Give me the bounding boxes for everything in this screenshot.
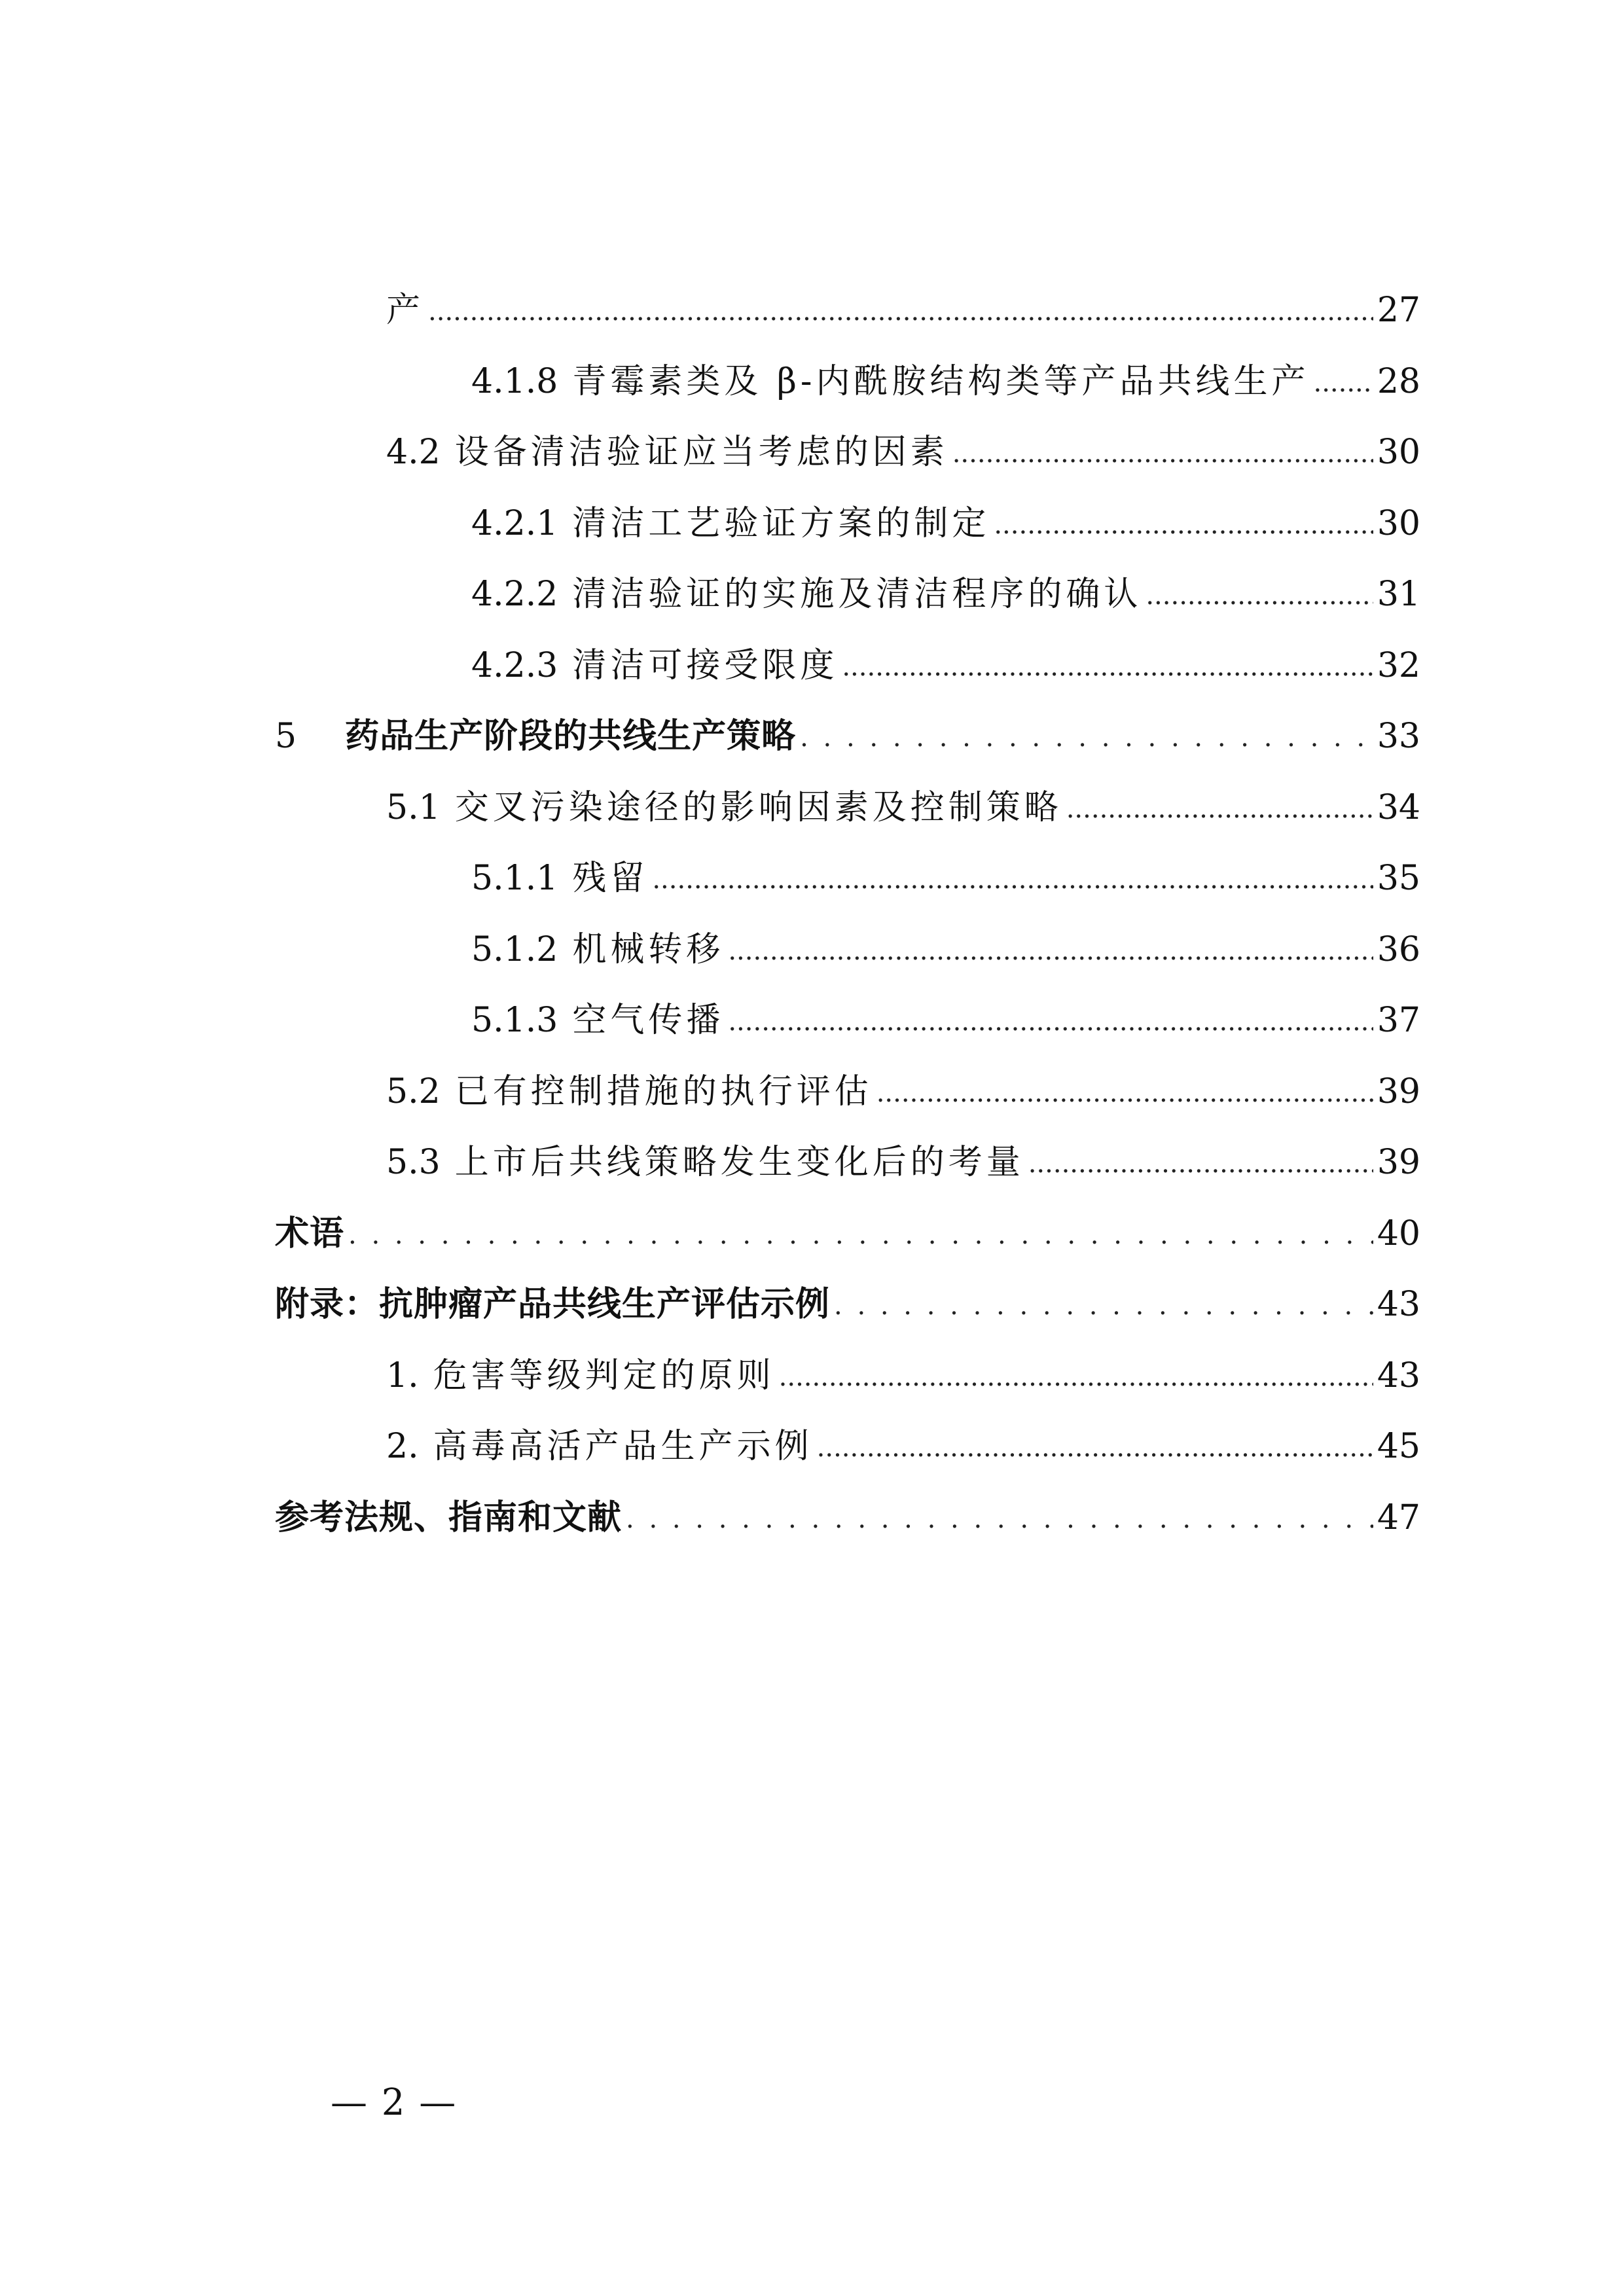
toc-entry-title: 清洁验证的实施及清洁程序的确认 (572, 575, 1142, 614)
toc-entry-page: 30 (1377, 433, 1420, 472)
toc-entry-page: 30 (1377, 503, 1420, 543)
toc-entry-title: 机械转移 (572, 929, 725, 969)
toc-entry-number: 5.1 (386, 787, 441, 827)
toc-entry-number: 5.3 (386, 1143, 441, 1182)
toc-entry-title: 药品生产阶段的共线生产策略 (345, 717, 797, 756)
toc-entry-page: 39 (1377, 1071, 1420, 1111)
toc-leader-dots (728, 984, 1373, 1055)
toc-entry[interactable] (275, 914, 1420, 986)
toc-entry-page: 34 (1377, 787, 1420, 827)
toc-entry-page: 40 (1377, 1213, 1420, 1253)
toc-leader-dots (834, 1268, 1373, 1339)
toc-entry-title: 交叉污染途径的影响因素及控制策略 (454, 787, 1062, 827)
toc-entry-number: 5.2 (386, 1071, 441, 1111)
toc-entry[interactable] (275, 843, 1420, 914)
toc-entry-page: 36 (1377, 929, 1420, 969)
toc-entry-page: 45 (1377, 1427, 1420, 1466)
toc-entry[interactable] (275, 1340, 1420, 1412)
toc-entry[interactable] (275, 488, 1420, 560)
toc-entry-number: 5 (275, 717, 297, 756)
toc-chapter-entry[interactable] (275, 1269, 1420, 1340)
toc-entry-title: 残留 (572, 859, 649, 898)
toc-entry[interactable] (275, 275, 1420, 346)
toc-entry[interactable] (275, 630, 1420, 702)
page-number-footer: — 2 — (331, 2081, 458, 2124)
toc-entry-title: 附录：抗肿瘤产品共线生产评估示例 (275, 1285, 831, 1324)
toc-entry[interactable] (275, 772, 1420, 844)
toc-entry[interactable] (275, 1056, 1420, 1128)
toc-entry-page: 33 (1377, 717, 1420, 756)
toc-entry-page: 28 (1377, 361, 1420, 401)
toc-chapter-entry[interactable] (275, 1482, 1420, 1554)
toc-leader-dots (842, 629, 1373, 700)
toc-entry-number: 4.2.1 (471, 503, 558, 543)
toc-leader-dots (348, 1197, 1373, 1268)
toc-entry-title: 高毒高活产品生产示例 (433, 1427, 813, 1466)
toc-entry-page: 27 (1377, 291, 1420, 330)
toc-leader-dots (728, 913, 1373, 984)
toc-entry[interactable] (275, 346, 1420, 418)
toc-entry-page: 37 (1377, 1001, 1420, 1040)
toc-entry-title: 危害等级判定的原则 (433, 1355, 775, 1395)
toc-leader-dots (626, 1481, 1373, 1552)
toc-chapter-entry[interactable] (275, 1198, 1420, 1270)
toc-leader-dots (652, 842, 1373, 913)
toc-entry-page: 32 (1377, 645, 1420, 685)
toc-entry-number: 2. (386, 1427, 419, 1466)
toc-leader-dots (952, 416, 1373, 487)
toc-entry-number: 4.1.8 (471, 361, 558, 401)
toc-leader-dots (817, 1410, 1373, 1481)
table-of-contents (275, 275, 1420, 1553)
toc-leader-dots (779, 1339, 1373, 1410)
toc-leader-dots (994, 487, 1373, 558)
toc-entry-title: 设备清洁验证应当考虑的因素 (454, 433, 948, 472)
toc-entry[interactable] (275, 559, 1420, 630)
toc-leader-dots (876, 1055, 1373, 1126)
toc-entry-number: 4.2.3 (471, 645, 558, 685)
toc-leader-dots (1028, 1126, 1373, 1197)
toc-entry-title: 上市后共线策略发生变化后的考量 (454, 1143, 1024, 1182)
toc-entry-number: 4.2.2 (471, 575, 558, 614)
toc-leader-dots (1313, 345, 1373, 416)
toc-entry-title: 青霉素类及 β-内酰胺结构类等产品共线生产 (572, 361, 1310, 401)
toc-entry-page: 43 (1377, 1285, 1420, 1324)
toc-entry-title: 空气传播 (572, 1001, 725, 1040)
toc-entry-number: 1. (386, 1355, 419, 1395)
toc-entry-title: 术语 (275, 1213, 345, 1253)
toc-entry-title: 参考法规、指南和文献 (275, 1498, 623, 1537)
toc-entry-title: 已有控制措施的执行评估 (454, 1071, 873, 1111)
toc-entry-page: 47 (1377, 1498, 1420, 1537)
toc-entry-number: 5.1.1 (471, 859, 558, 898)
toc-leader-dots (428, 274, 1373, 345)
toc-chapter-entry[interactable] (275, 701, 1420, 772)
toc-entry[interactable] (275, 1411, 1420, 1482)
toc-entry-number: 5.1.2 (471, 929, 558, 969)
toc-entry-page: 39 (1377, 1143, 1420, 1182)
toc-entry-number: 4.2 (386, 433, 441, 472)
toc-leader-dots (1066, 771, 1373, 842)
toc-entry[interactable] (275, 985, 1420, 1056)
toc-entry-number: 5.1.3 (471, 1001, 558, 1040)
toc-entry-title: 产 (386, 291, 425, 330)
toc-entry-page: 43 (1377, 1355, 1420, 1395)
toc-entry-title: 清洁可接受限度 (572, 645, 839, 685)
toc-entry-page: 35 (1377, 859, 1420, 898)
toc-leader-dots (800, 700, 1373, 771)
toc-entry[interactable] (275, 1127, 1420, 1198)
toc-entry[interactable] (275, 417, 1420, 488)
toc-entry-page: 31 (1377, 575, 1420, 614)
toc-entry-title: 清洁工艺验证方案的制定 (572, 503, 990, 543)
toc-leader-dots (1146, 558, 1373, 629)
